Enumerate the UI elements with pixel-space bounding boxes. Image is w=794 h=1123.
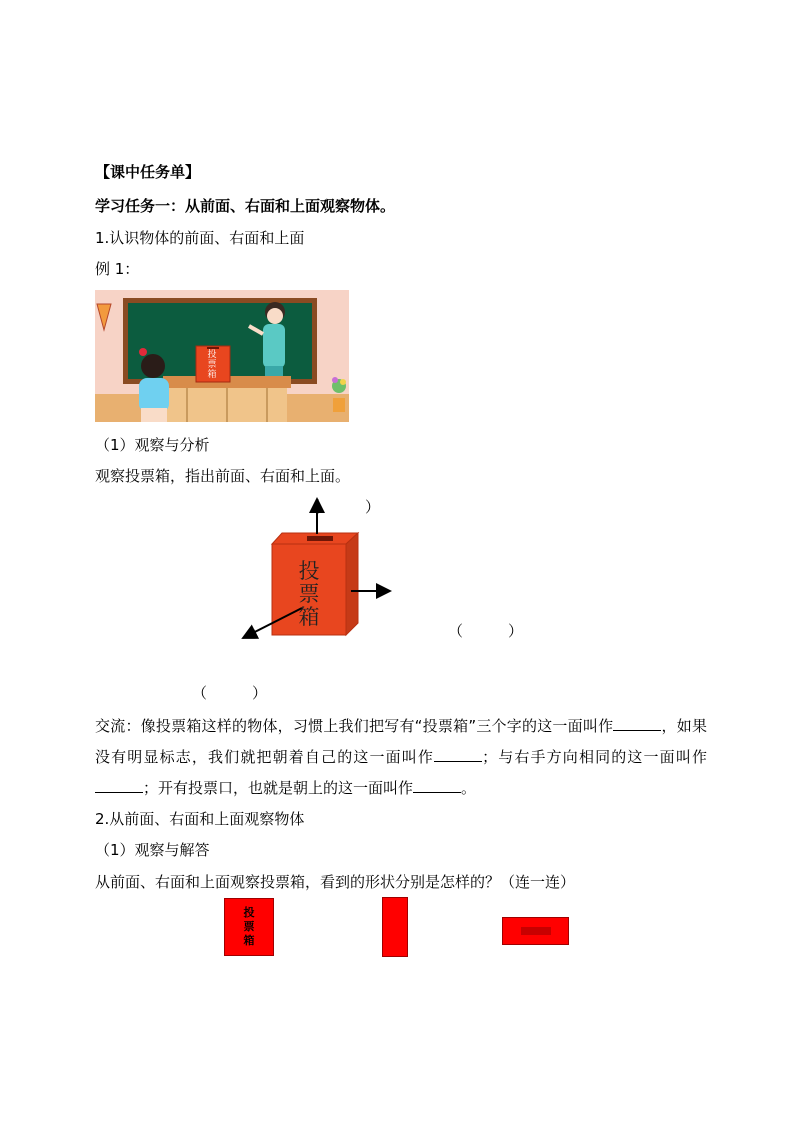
exchange-text-d: ；开有投票口，也就是朝上的这一面叫作 xyxy=(143,779,414,797)
instruction1: 观察投票箱，指出前面、右面和上面。 xyxy=(95,467,351,485)
exchange-text-b: ，如果没有明显标志，我们就把朝着自己的这一面叫作 xyxy=(95,717,707,766)
classroom-illustration xyxy=(95,290,349,422)
top-view-option[interactable] xyxy=(502,917,569,945)
diagram-box-char: 箱 xyxy=(298,605,320,629)
front-view-option[interactable] xyxy=(224,898,274,956)
front-view-char: 票 xyxy=(243,920,255,933)
front-view-char: 箱 xyxy=(243,934,255,947)
right-view-option[interactable] xyxy=(382,897,408,957)
question2: 从前面、右面和上面观察投票箱，看到的形状分别是怎样的？（连一连） xyxy=(95,873,576,891)
front-view-char: 投 xyxy=(243,906,255,919)
part1-label: （1）观察与分析 xyxy=(95,436,210,454)
fill-blank-4[interactable] xyxy=(413,778,461,793)
ballot-box-diagram xyxy=(230,490,550,670)
exchange-text-e: 。 xyxy=(461,779,477,797)
task-sheet-header: 【课中任务单】 xyxy=(95,163,201,181)
example-label: 例 1： xyxy=(95,260,140,278)
diagram-box-label xyxy=(296,560,322,629)
fill-blank-1[interactable] xyxy=(613,716,661,731)
illustration-box-char: 箱 xyxy=(207,370,217,380)
illustration-box-char: 票 xyxy=(207,360,217,370)
front-face-blank: （ ） xyxy=(192,684,268,702)
illustration-box-label xyxy=(202,350,222,380)
section1-heading: 1.认识物体的前面、右面和上面 xyxy=(95,229,305,247)
top-face-blank: （ ） xyxy=(305,498,381,516)
ballot-box-3d xyxy=(230,490,550,670)
section2-heading: 2.从前面、右面和上面观察物体 xyxy=(95,810,305,828)
fill-blank-3[interactable] xyxy=(95,778,143,793)
diagram-box-char: 票 xyxy=(298,582,320,606)
fill-blank-2[interactable] xyxy=(434,747,482,762)
task1-title: 学习任务一：从前面、右面和上面观察物体。 xyxy=(95,197,396,215)
right-face-blank: （ ） xyxy=(448,622,524,640)
diagram-box-char: 投 xyxy=(298,559,320,583)
ballot-slot xyxy=(521,927,551,935)
part2-label: （1）观察与解答 xyxy=(95,841,210,859)
exchange-text-a: 交流：像投票箱这样的物体，习惯上我们把写有“投票箱”三个字的这一面叫作 xyxy=(95,717,614,735)
exchange-text-c: ；与右手方向相同的这一面叫作 xyxy=(482,748,707,766)
illustration-box-char: 投 xyxy=(207,350,217,360)
exchange-paragraph xyxy=(95,711,707,804)
classroom-scene xyxy=(95,290,349,422)
